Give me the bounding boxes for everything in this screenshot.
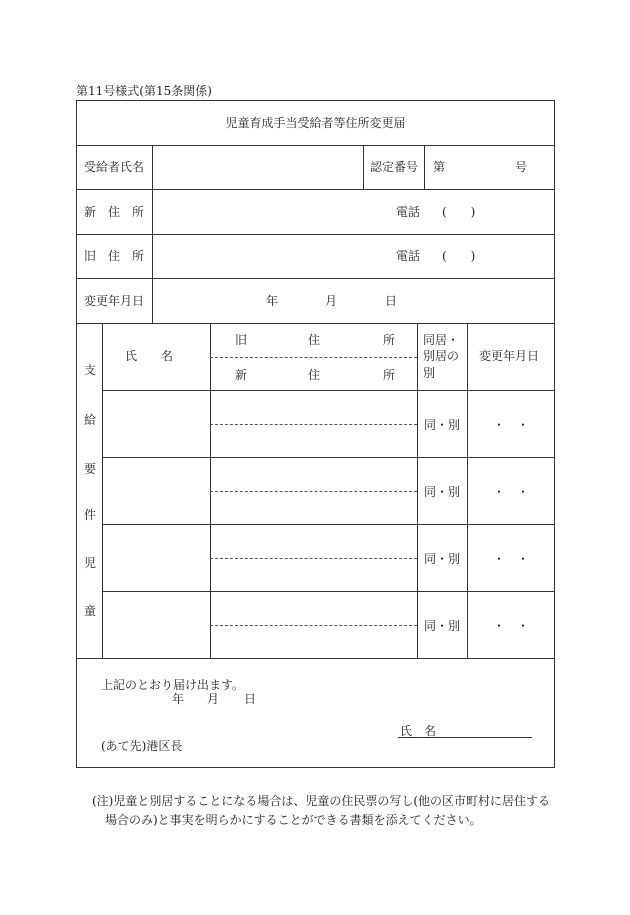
row-divider <box>76 658 555 659</box>
old-address-header-char: 旧 <box>235 333 248 347</box>
side-label-char: 児 <box>84 556 97 570</box>
note-line: 場合のみ)と事実を明らかにすることができる書類を添えてください。 <box>105 813 482 827</box>
side-label-char: 支 <box>84 363 97 377</box>
new-address-header-char: 所 <box>383 368 396 382</box>
col-divider <box>417 323 418 658</box>
recipient-name-label: 受給者氏名 <box>84 160 145 174</box>
row-divider <box>76 323 555 324</box>
form-frame <box>76 100 555 768</box>
addressee: (あて先)港区長 <box>101 739 183 753</box>
row-divider <box>102 591 555 592</box>
cohabitation-choice[interactable]: 同・別 <box>424 418 461 432</box>
row-divider <box>76 278 555 279</box>
change-date-header: 変更年月日 <box>479 349 540 363</box>
col-divider <box>363 145 364 189</box>
old-address-phone-label: 電話 <box>396 249 421 263</box>
old-address-header-char: 住 <box>308 333 321 347</box>
address-divider <box>210 357 417 358</box>
form-number: 第11号様式(第15条関係) <box>76 84 212 98</box>
side-label-char: 要 <box>84 462 97 476</box>
old-address-phone-field[interactable]: ( ) <box>442 249 476 263</box>
note <box>92 792 562 830</box>
certification-prefix: 第 <box>433 160 446 174</box>
signature-line[interactable] <box>398 737 532 738</box>
address-divider <box>210 625 417 626</box>
col-divider <box>152 145 153 323</box>
new-address-header-char: 新 <box>235 368 248 382</box>
cohabitation-header-line: 別居の <box>423 349 460 363</box>
footer-day: 日 <box>244 692 257 706</box>
certification-suffix: 号 <box>515 160 528 174</box>
new-address-phone-label: 電話 <box>396 205 421 219</box>
old-address-label: 旧 住 所 <box>84 249 145 263</box>
cohabitation-header-line: 別 <box>423 366 436 380</box>
declaration-text: 上記のとおり届け出ます。 <box>101 678 245 692</box>
new-address-header-char: 住 <box>308 368 321 382</box>
side-label-char: 件 <box>84 508 97 522</box>
cohabitation-choice[interactable]: 同・別 <box>424 552 461 566</box>
change-date-month: 月 <box>325 294 338 308</box>
cohabitation-choice[interactable]: 同・別 <box>424 619 461 633</box>
side-label-char: 童 <box>84 604 97 618</box>
address-divider <box>210 424 417 425</box>
row-divider <box>102 457 555 458</box>
cohabitation-choice[interactable]: 同・別 <box>424 485 461 499</box>
footer-month: 月 <box>207 692 220 706</box>
col-divider <box>424 145 425 189</box>
form-title: 児童育成手当受給者等住所変更届 <box>225 116 406 130</box>
note-line: (注)児童と別居することになる場合は、児童の住民票の写し(他の区市町村に居住する <box>92 794 551 808</box>
signature-label: 氏 名 <box>400 724 437 738</box>
child-name-header: 氏 名 <box>125 349 174 363</box>
new-address-phone-field[interactable]: ( ) <box>442 205 476 219</box>
footer-year: 年 <box>172 692 185 706</box>
old-address-header-char: 所 <box>383 333 396 347</box>
address-divider <box>210 558 417 559</box>
row-divider <box>102 524 555 525</box>
child-change-date[interactable]: ・ ・ <box>492 619 529 633</box>
change-date-year: 年 <box>266 294 279 308</box>
child-change-date[interactable]: ・ ・ <box>492 418 529 432</box>
new-address-label: 新 住 所 <box>84 205 145 219</box>
col-divider <box>102 323 103 658</box>
change-date-day: 日 <box>385 294 398 308</box>
row-divider <box>76 145 555 146</box>
certification-number-label: 認定番号 <box>370 160 419 174</box>
side-label-char: 給 <box>84 413 97 427</box>
row-divider <box>102 390 555 391</box>
child-change-date[interactable]: ・ ・ <box>492 485 529 499</box>
child-change-date[interactable]: ・ ・ <box>492 552 529 566</box>
cohabitation-header-line: 同居・ <box>423 333 460 347</box>
change-date-label: 変更年月日 <box>84 294 145 308</box>
address-divider <box>210 491 417 492</box>
row-divider <box>76 189 555 190</box>
row-divider <box>76 234 555 235</box>
